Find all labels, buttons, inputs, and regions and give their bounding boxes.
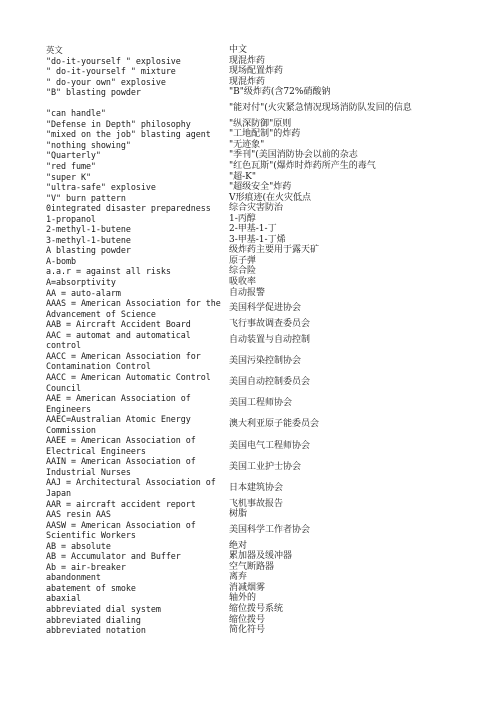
term-english: AAAS = American Association for the Advancement of Science xyxy=(46,298,226,319)
term-english: "V" burn pattern xyxy=(46,192,126,203)
glossary-row xyxy=(46,298,466,319)
term-chinese: 现混炸药 xyxy=(229,76,266,87)
term-english: "nothing showing" xyxy=(46,139,131,150)
term-chinese: 美国工程师协会 xyxy=(229,398,293,409)
glossary-row xyxy=(46,583,466,594)
glossary-row xyxy=(46,477,466,498)
term-english: AA = auto-alarm xyxy=(46,287,121,298)
term-english: AASW = American Association of Scientific Workers xyxy=(46,519,201,541)
term-english: abbreviated notation xyxy=(46,625,146,636)
term-english: AAIN = American Association of Industrial Nurses xyxy=(46,456,201,477)
glossary-row xyxy=(46,456,466,477)
term-english: "can handle" xyxy=(46,108,106,119)
glossary-row xyxy=(46,499,466,510)
term-english: abatement of smoke xyxy=(46,582,136,593)
term-chinese: 绝对 xyxy=(229,540,248,551)
term-chinese: "季刊"(美国消防协会以前的杂志 xyxy=(229,150,358,161)
glossary-row xyxy=(46,625,466,636)
term-chinese: 美国电气工程师协会 xyxy=(229,440,311,451)
term-chinese: "无迹象" xyxy=(229,139,265,150)
glossary-row xyxy=(46,256,466,267)
glossary-row xyxy=(46,56,466,67)
term-chinese: 消减烟雾 xyxy=(229,582,266,593)
glossary-row xyxy=(46,224,466,235)
term-chinese: 累加器及缓冲器 xyxy=(229,551,293,562)
term-chinese: 美国科学工作者协会 xyxy=(229,524,311,535)
term-chinese: 飞行事故调查委员会 xyxy=(229,319,311,330)
term-english: A=absorptivity xyxy=(46,277,116,288)
term-english: AAEC=Australian Atomic Energy Commission xyxy=(46,414,196,435)
term-chinese: 离弃 xyxy=(229,572,248,583)
term-chinese: 飞机事故报告 xyxy=(229,498,284,509)
term-english: 2-methyl-1-butene xyxy=(46,224,131,235)
term-english: abaxial xyxy=(46,593,81,604)
term-english: AAEE = American Association of Electrical Engineers xyxy=(46,435,201,456)
term-english: AAS resin AAS xyxy=(46,509,111,520)
term-english: AB = Accumulator and Buffer xyxy=(46,551,181,562)
glossary-row xyxy=(46,172,466,183)
term-chinese: 轴外的 xyxy=(229,593,257,604)
term-english: " do-your own" explosive xyxy=(46,76,166,87)
term-chinese: "超-K" xyxy=(229,171,257,182)
term-english: "ultra-safe" explosive xyxy=(46,182,156,193)
term-chinese: "工地配制"的炸药 xyxy=(229,129,301,140)
glossary-row xyxy=(46,235,466,246)
term-english: "Quarterly" xyxy=(46,150,101,161)
glossary-row xyxy=(46,203,466,214)
term-chinese: 自动装置与自动控制 xyxy=(229,335,311,346)
term-chinese: 1-丙醇 xyxy=(229,213,256,224)
glossary-row xyxy=(46,604,466,615)
term-chinese: 级炸药主要用于露天矿 xyxy=(229,245,320,256)
term-english: "red fume" xyxy=(46,161,96,172)
term-english: "B" blasting powder xyxy=(46,87,141,98)
term-chinese: 日本建筑协会 xyxy=(229,482,284,493)
glossary-row xyxy=(46,87,466,98)
term-english: A-bomb xyxy=(46,255,76,266)
term-chinese: 空气断路器 xyxy=(229,561,275,572)
glossary-row xyxy=(46,277,466,288)
term-english: AB = absolute xyxy=(46,540,111,551)
term-english: AAC = automat and automatical control xyxy=(46,329,196,351)
glossary-row xyxy=(46,150,466,161)
term-english: 0integrated disaster preparedness xyxy=(46,203,211,214)
glossary-row xyxy=(46,288,466,299)
term-english: "mixed on the job" blasting agent xyxy=(46,129,211,140)
term-chinese: 缩位拨号 xyxy=(229,614,266,625)
term-chinese: 2-甲基-1-丁 xyxy=(229,224,277,235)
term-english: AAR = aircraft accident report xyxy=(46,498,196,509)
term-english: 1-propanol xyxy=(46,213,96,224)
glossary-row xyxy=(46,98,466,119)
term-chinese: "红色瓦斯"(爆炸时炸药所产生的毒气 xyxy=(229,161,376,172)
glossary-row xyxy=(46,562,466,573)
term-english: AAE = American Association of Engineers xyxy=(46,393,196,414)
term-english: a.a.r = against all risks xyxy=(46,266,171,277)
term-chinese: 自动报警 xyxy=(229,287,266,298)
glossary-row xyxy=(46,372,466,393)
glossary-row xyxy=(46,266,466,277)
header-row xyxy=(46,45,466,56)
glossary-row xyxy=(46,330,466,351)
term-chinese: 美国科学促进协会 xyxy=(229,303,302,314)
glossary-row xyxy=(46,77,466,88)
term-english: abbreviated dialing xyxy=(46,614,141,625)
glossary-row xyxy=(46,351,466,372)
term-chinese: 现混炸药 xyxy=(229,55,266,66)
glossary-page xyxy=(46,45,466,636)
glossary-row xyxy=(46,119,466,130)
glossary-row xyxy=(46,509,466,520)
term-chinese: 3-甲基-1-丁烯 xyxy=(229,234,286,245)
term-chinese: "B"级炸药(含72%硝酸钠 xyxy=(229,87,331,98)
term-chinese: "纵深防御"原则 xyxy=(229,118,292,129)
glossary-row xyxy=(46,193,466,204)
term-chinese: 简化符号 xyxy=(229,625,266,636)
glossary-row xyxy=(46,161,466,172)
term-english: AACC = American Association for Contamination Control xyxy=(46,350,206,372)
term-chinese: 美国工业护士协会 xyxy=(229,461,302,472)
term-chinese: 现场配置炸药 xyxy=(229,66,284,77)
term-english: "do-it-yourself " explosive xyxy=(46,55,181,66)
glossary-row xyxy=(46,572,466,583)
term-english: AAJ = Architectural Association of Japan xyxy=(46,477,221,498)
term-english: "super K" xyxy=(46,171,91,182)
term-english: " do-it-yourself " mixture xyxy=(46,66,176,77)
glossary-row xyxy=(46,245,466,256)
term-chinese: 美国自动控制委员会 xyxy=(229,377,311,388)
glossary-row xyxy=(46,435,466,456)
glossary-row xyxy=(46,520,466,541)
term-chinese: "能对付"(火灾紧急情况现场消防队发回的信息 xyxy=(229,103,412,113)
term-chinese: 综合险 xyxy=(229,266,257,277)
glossary-row xyxy=(46,182,466,193)
term-chinese: 美国污染控制协会 xyxy=(229,356,302,367)
term-chinese: 原子弹 xyxy=(229,255,257,266)
glossary-row xyxy=(46,319,466,330)
header-english: 英文 xyxy=(46,45,63,55)
glossary-row xyxy=(46,414,466,435)
glossary-row xyxy=(46,66,466,77)
term-english: abandonment xyxy=(46,572,101,583)
term-chinese: 澳大利亚原子能委员会 xyxy=(229,419,320,430)
header-chinese: 中文 xyxy=(229,45,248,55)
term-english: Ab = air-breaker xyxy=(46,561,126,572)
glossary-row xyxy=(46,214,466,225)
term-chinese: 树脂 xyxy=(229,509,248,520)
glossary-row xyxy=(46,551,466,562)
term-chinese: V形痕迹(在火灾低点 xyxy=(229,192,312,203)
term-chinese: "超级安全"炸药 xyxy=(229,182,292,193)
term-english: "Defense in Depth" philosophy xyxy=(46,118,191,129)
term-english: A blasting powder xyxy=(46,245,131,256)
term-english: AACC = American Automatic Control Council xyxy=(46,371,216,393)
glossary-row xyxy=(46,393,466,414)
term-english: AAB = Aircraft Accident Board xyxy=(46,319,191,330)
glossary-row xyxy=(46,140,466,151)
term-chinese: 综合灾害防治 xyxy=(229,203,284,214)
glossary-row xyxy=(46,129,466,140)
term-english: abbreviated dial system xyxy=(46,603,161,614)
term-english: 3-methyl-1-butene xyxy=(46,234,131,245)
glossary-row xyxy=(46,593,466,604)
term-chinese: 吸收率 xyxy=(229,277,257,288)
glossary-row xyxy=(46,615,466,626)
term-chinese: 缩位拨号系统 xyxy=(229,603,284,614)
glossary-row xyxy=(46,541,466,552)
